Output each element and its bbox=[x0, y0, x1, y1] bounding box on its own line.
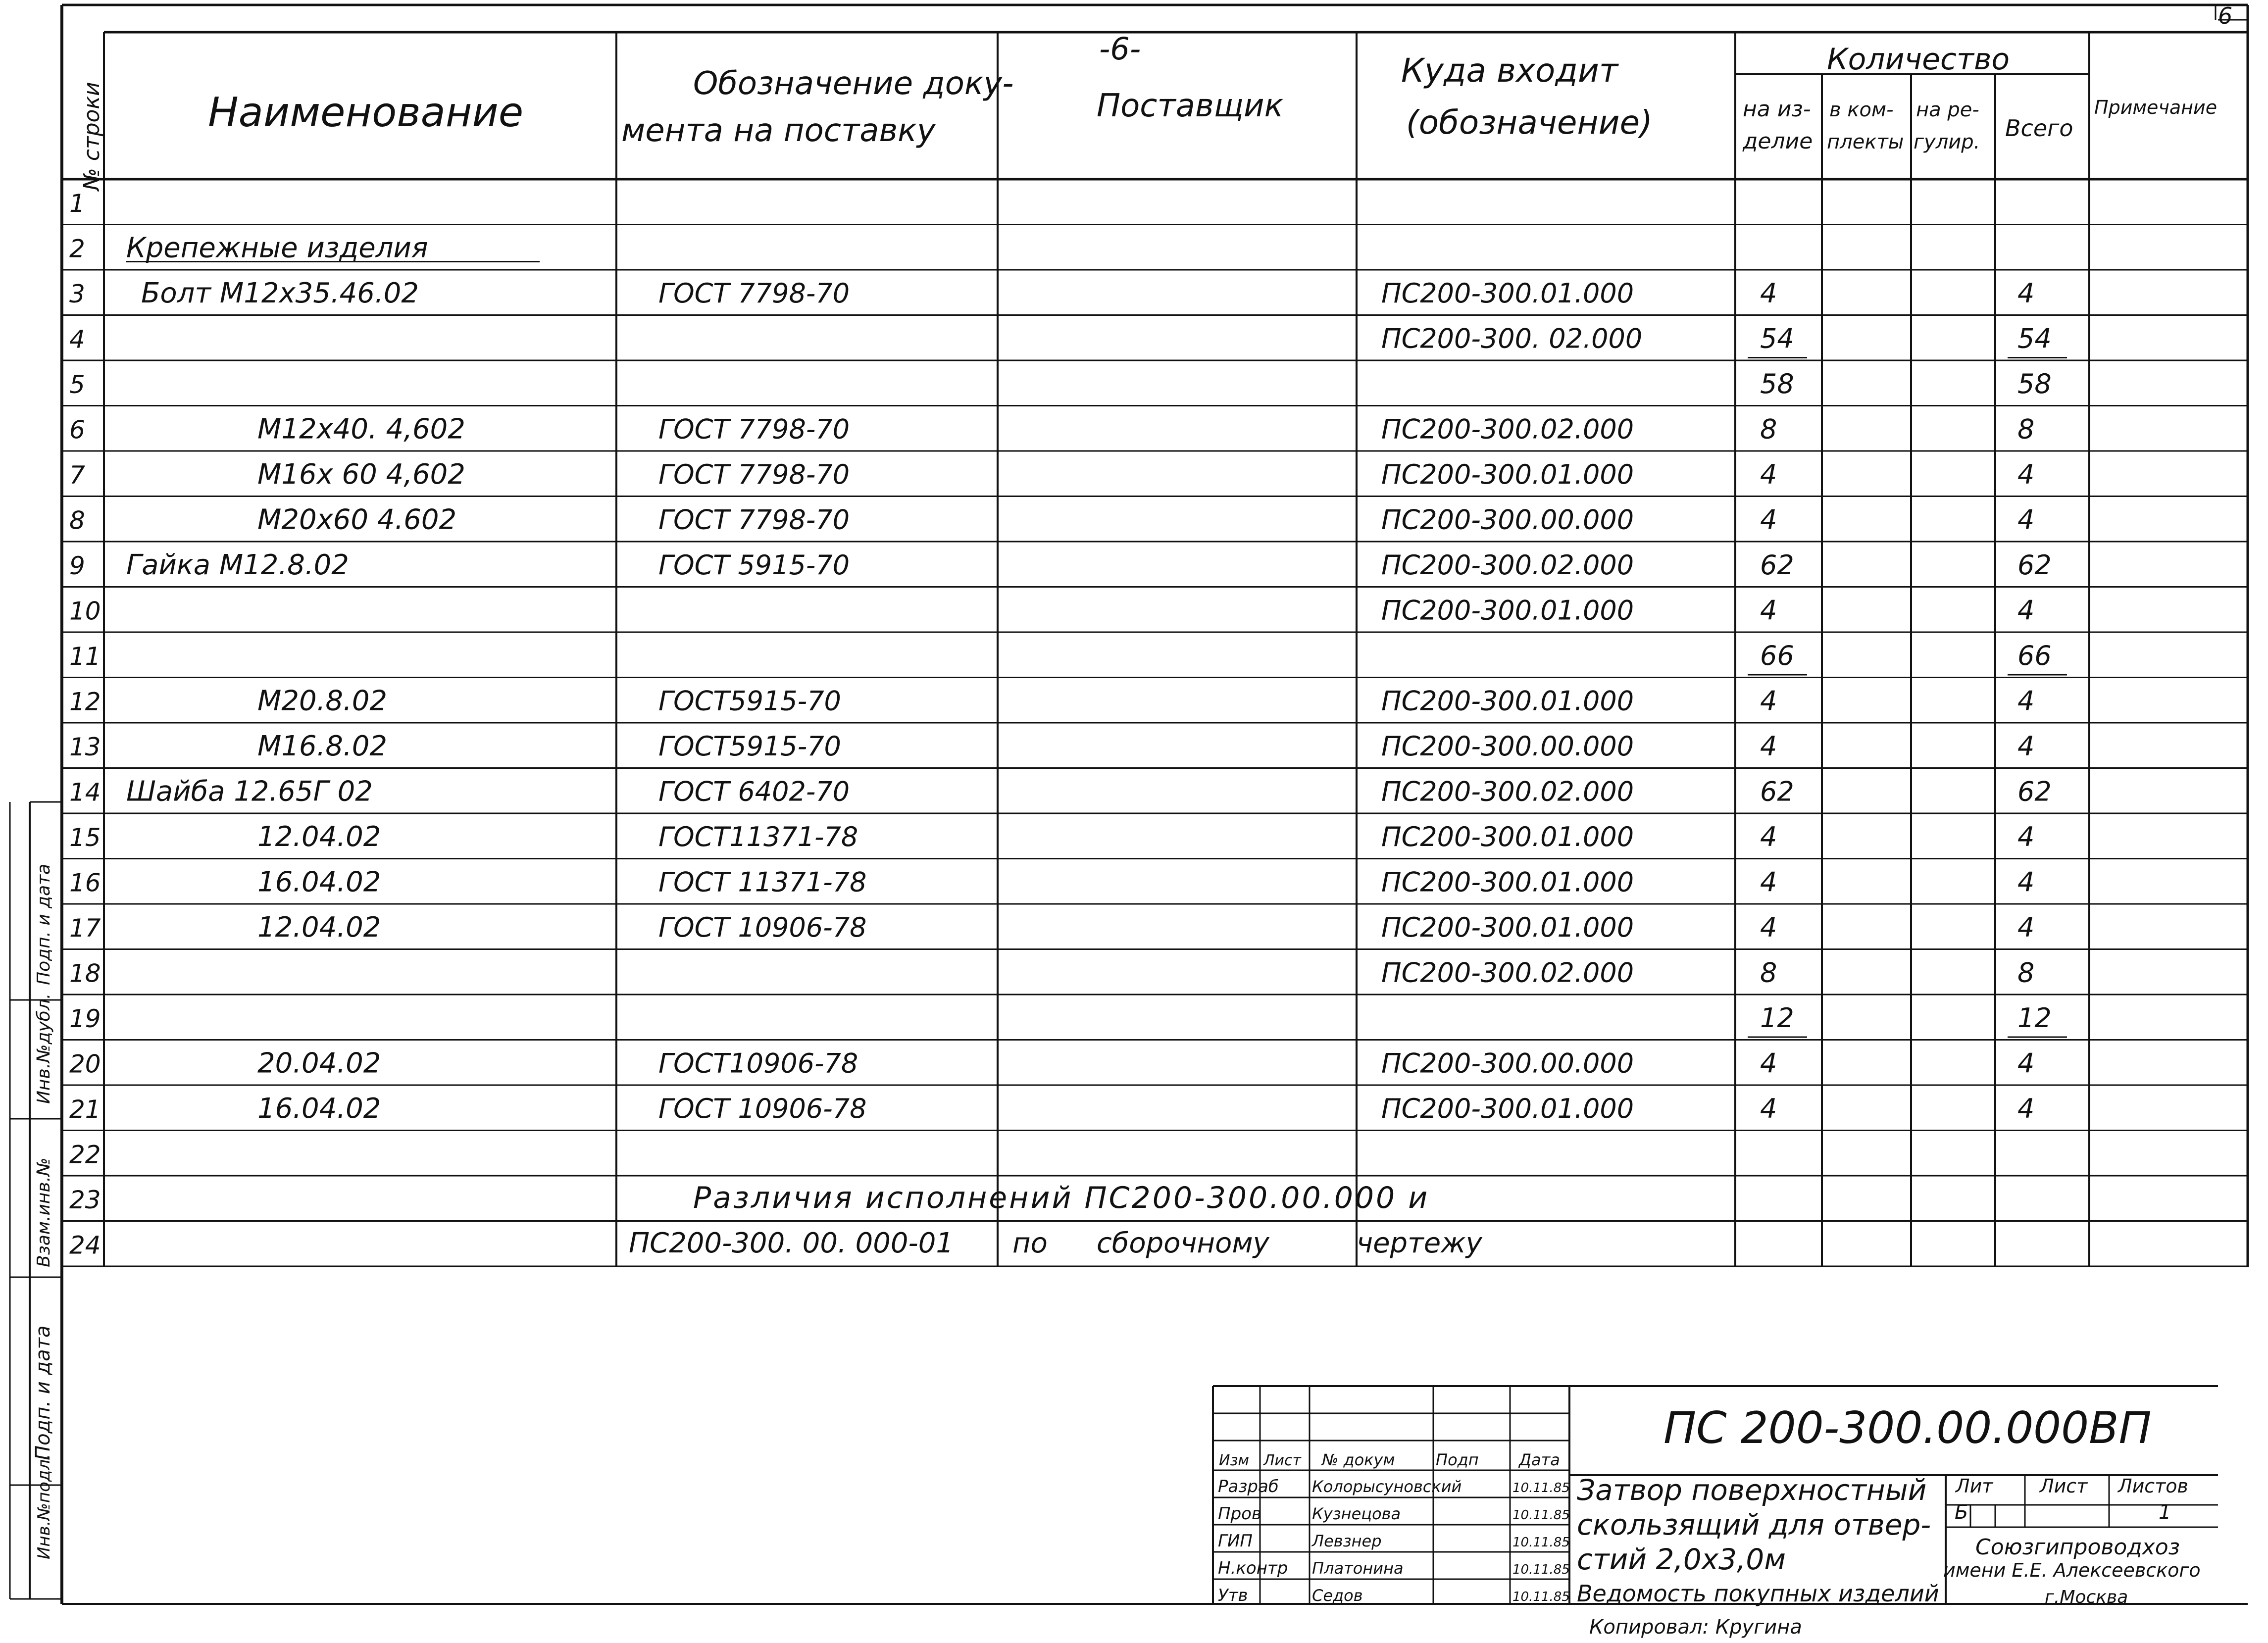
page-number: 6 bbox=[2218, 2, 2233, 29]
table-row bbox=[69, 1093, 2034, 1125]
table-row bbox=[69, 640, 2052, 671]
row-where: ПС200-300.00.000 bbox=[1381, 504, 1634, 536]
row-name: 16.04.02 bbox=[257, 1092, 381, 1125]
tb-date: 10.11.85 bbox=[1512, 1590, 1570, 1604]
row-name: М16х 60 4,602 bbox=[257, 458, 465, 491]
row-number: 19 bbox=[69, 1004, 101, 1033]
row-number: 17 bbox=[69, 913, 101, 943]
row-qty: 12 bbox=[1760, 1002, 1794, 1034]
row-where: ПС200-300.01.000 bbox=[1381, 458, 1634, 490]
header-q-kits-1: в ком- bbox=[1829, 99, 1894, 121]
tb-sheets-head: Листов bbox=[2118, 1475, 2188, 1497]
row-qty: 62 bbox=[1760, 549, 1794, 581]
table-row bbox=[69, 730, 2034, 762]
table-row bbox=[69, 1140, 101, 1169]
table-row bbox=[69, 821, 2034, 853]
title-designation: ПС 200-300.00.000ВП bbox=[1663, 1402, 2152, 1453]
row-name: 20.04.02 bbox=[257, 1047, 381, 1080]
tb-head-doc: № докум bbox=[1322, 1450, 1395, 1469]
row-total: 8 bbox=[2017, 413, 2035, 445]
row-number: 1 bbox=[69, 189, 85, 218]
table-row bbox=[69, 866, 2034, 898]
tb-role: Пров bbox=[1218, 1504, 1261, 1524]
row24-note-1: ПС200-300. 00. 000-01 bbox=[629, 1227, 954, 1259]
row-doc: ГОСТ 7798-70 bbox=[658, 277, 850, 309]
header-q-per-item-2: делие bbox=[1743, 129, 1813, 154]
row-name: Крепежные изделия bbox=[126, 232, 428, 264]
row-where: ПС200-300.02.000 bbox=[1381, 776, 1634, 807]
row-doc: ГОСТ5915-70 bbox=[658, 685, 841, 717]
table-row bbox=[69, 1047, 2034, 1079]
row-where: ПС200-300.01.000 bbox=[1381, 595, 1634, 626]
header-where-line2: (обозначение) bbox=[1406, 103, 1653, 142]
header-name: Наименование bbox=[208, 89, 524, 136]
row-name: Шайба 12.65Г 02 bbox=[126, 775, 373, 808]
table-row bbox=[69, 413, 2034, 445]
tb-date: 10.11.85 bbox=[1512, 1508, 1570, 1523]
row-doc: ГОСТ 7798-70 bbox=[658, 504, 850, 536]
row-number: 3 bbox=[69, 279, 85, 308]
row-where: ПС200-300.02.000 bbox=[1381, 413, 1634, 445]
row-doc: ГОСТ 7798-70 bbox=[658, 458, 850, 490]
row-total: 66 bbox=[2017, 640, 2052, 671]
header-q-total: Всего bbox=[2005, 115, 2073, 142]
row-name: 12.04.02 bbox=[257, 911, 381, 944]
tb-lit: Б bbox=[1955, 1501, 1968, 1524]
table-row bbox=[69, 1231, 101, 1259]
row-name: 12.04.02 bbox=[257, 820, 381, 853]
row-qty: 4 bbox=[1760, 458, 1777, 490]
tb-org-1: Союзгипроводхоз bbox=[1975, 1535, 2180, 1560]
tb-name: Левзнер bbox=[1312, 1532, 1382, 1550]
table-row bbox=[69, 189, 85, 218]
stamp-inv-dubl: Инв.№дубл. bbox=[34, 993, 54, 1104]
header-note: Примечание bbox=[2094, 97, 2218, 118]
tb-org-2: имени Е.Е. Алексеевского bbox=[1943, 1559, 2201, 1581]
table-row bbox=[69, 957, 2034, 988]
tb-head-data: Дата bbox=[1519, 1450, 1560, 1469]
row-total: 8 bbox=[2017, 957, 2035, 989]
table-row bbox=[69, 277, 2034, 309]
row-number: 8 bbox=[69, 506, 85, 535]
row-where: ПС200-300.01.000 bbox=[1381, 685, 1634, 717]
row-number: 5 bbox=[69, 370, 85, 399]
table-row bbox=[69, 549, 2052, 581]
tb-head-podp: Подп bbox=[1436, 1450, 1479, 1469]
row-name: 16.04.02 bbox=[257, 866, 381, 898]
tb-sheets: 1 bbox=[2159, 1501, 2171, 1524]
row-total: 4 bbox=[2017, 458, 2035, 490]
title-line-4: Ведомость покупных изделий bbox=[1577, 1580, 1939, 1607]
row-number: 18 bbox=[69, 959, 101, 988]
row-where: ПС200-300.01.000 bbox=[1381, 1093, 1634, 1124]
row-name: М20х60 4.602 bbox=[257, 503, 457, 536]
header-supplier: Поставщик bbox=[1097, 88, 1284, 124]
tb-role: Разраб bbox=[1218, 1477, 1279, 1496]
table-row bbox=[69, 368, 2052, 399]
header-quantity: Количество bbox=[1827, 42, 2010, 77]
row-total: 54 bbox=[2017, 323, 2052, 354]
tb-head-izm: Изм bbox=[1219, 1452, 1250, 1469]
tb-lit-head: Лит bbox=[1956, 1475, 1993, 1497]
row-where: ПС200-300.02.000 bbox=[1381, 957, 1634, 989]
table-row bbox=[69, 232, 428, 264]
row-number: 20 bbox=[69, 1049, 101, 1079]
row-number: 7 bbox=[69, 460, 85, 490]
row-qty: 4 bbox=[1760, 1047, 1777, 1079]
row-number: 16 bbox=[69, 868, 101, 897]
table-row bbox=[69, 503, 2034, 536]
tb-role: Н.контр bbox=[1218, 1558, 1288, 1578]
row-number: 12 bbox=[69, 687, 101, 716]
row-total: 4 bbox=[2017, 1047, 2035, 1079]
row-total: 4 bbox=[2017, 504, 2035, 536]
row-qty: 4 bbox=[1760, 1093, 1777, 1124]
row-where: ПС200-300.00.000 bbox=[1381, 1047, 1634, 1079]
row-number: 10 bbox=[69, 597, 101, 626]
tb-org-3: г.Москва bbox=[2045, 1587, 2128, 1607]
row-where: ПС200-300.01.000 bbox=[1381, 911, 1634, 943]
row-number: 23 bbox=[69, 1185, 101, 1214]
row-total: 4 bbox=[2017, 595, 2035, 626]
row-total: 4 bbox=[2017, 730, 2035, 762]
row-total: 4 bbox=[2017, 1093, 2035, 1124]
table-row bbox=[69, 323, 2052, 354]
row24-note-4: чертежу bbox=[1357, 1227, 1482, 1259]
header-q-per-item-1: на из- bbox=[1743, 97, 1811, 122]
row-qty: 4 bbox=[1760, 685, 1777, 717]
header-row-no: № строки bbox=[79, 82, 104, 191]
row-where: ПС200-300. 02.000 bbox=[1381, 323, 1643, 354]
row-doc: ГОСТ5915-70 bbox=[658, 730, 841, 762]
page-header: -6- bbox=[1099, 31, 1141, 67]
table-row bbox=[69, 1002, 2052, 1034]
row-name: М16.8.02 bbox=[257, 730, 388, 762]
tb-date: 10.11.85 bbox=[1512, 1562, 1570, 1577]
tb-role: ГИП bbox=[1218, 1531, 1253, 1551]
title-line-1: Затвор поверхностный bbox=[1577, 1473, 1927, 1507]
table-row bbox=[69, 775, 2052, 807]
row-name: М12х40. 4,602 bbox=[257, 413, 465, 446]
row-number: 6 bbox=[69, 415, 85, 445]
tb-name: Платонина bbox=[1312, 1559, 1404, 1578]
tb-sheet-head: Лист bbox=[2040, 1475, 2088, 1497]
row-total: 4 bbox=[2017, 911, 2035, 943]
tb-name: Колорысуновский bbox=[1312, 1477, 1462, 1496]
table-row bbox=[69, 911, 2034, 944]
stamp-podp-data-2: Подп. и дата bbox=[34, 863, 54, 985]
row-total: 58 bbox=[2017, 368, 2052, 399]
row-qty: 66 bbox=[1760, 640, 1794, 671]
header-q-adjust-1: на ре- bbox=[1916, 99, 1979, 121]
row-number: 14 bbox=[69, 778, 101, 807]
row-qty: 4 bbox=[1760, 730, 1777, 762]
row-doc: ГОСТ 6402-70 bbox=[658, 776, 850, 807]
header-where-line1: Куда входит bbox=[1401, 51, 1618, 90]
tb-name: Кузнецова bbox=[1312, 1504, 1401, 1523]
row23-note: Различия исполнений ПС200-300.00.000 и bbox=[693, 1181, 1430, 1215]
header-doc-line1: Обозначение доку- bbox=[693, 65, 1014, 102]
row24-note-3: сборочному bbox=[1097, 1227, 1269, 1259]
row-number: 22 bbox=[69, 1140, 101, 1169]
row-qty: 8 bbox=[1760, 957, 1777, 989]
row-doc: ГОСТ11371-78 bbox=[658, 821, 858, 852]
row-number: 11 bbox=[69, 642, 101, 671]
row-name: М20.8.02 bbox=[257, 685, 388, 717]
row-qty: 58 bbox=[1760, 368, 1794, 399]
tb-date: 10.11.85 bbox=[1512, 1481, 1570, 1495]
row24-note-2: по bbox=[1012, 1227, 1048, 1259]
row-number: 24 bbox=[69, 1231, 101, 1260]
header-doc-line2: мента на поставку bbox=[621, 112, 936, 149]
row-doc: ГОСТ 11371-78 bbox=[658, 866, 867, 898]
row-total: 4 bbox=[2017, 277, 2035, 309]
stamp-vzam-inv: Взам.инв.№ bbox=[34, 1157, 54, 1267]
row-qty: 4 bbox=[1760, 277, 1777, 309]
title-line-2: скользящий для отвер- bbox=[1577, 1508, 1931, 1542]
row-total: 4 bbox=[2017, 685, 2035, 717]
row-doc: ГОСТ 10906-78 bbox=[658, 911, 867, 943]
row-name: Болт М12х35.46.02 bbox=[141, 277, 419, 309]
row-number: 21 bbox=[69, 1095, 101, 1124]
table-row bbox=[69, 1186, 101, 1214]
row-qty: 8 bbox=[1760, 413, 1777, 445]
stamp-podp-data-1: Подп. и дата bbox=[32, 1325, 54, 1460]
row-qty: 4 bbox=[1760, 866, 1777, 898]
row-qty: 62 bbox=[1760, 776, 1794, 807]
row-doc: ГОСТ 10906-78 bbox=[658, 1093, 867, 1124]
row-doc: ГОСТ 5915-70 bbox=[658, 549, 850, 581]
row-name: Гайка М12.8.02 bbox=[126, 548, 349, 581]
row-number: 4 bbox=[69, 325, 85, 354]
row-number: 15 bbox=[69, 823, 101, 852]
row-total: 4 bbox=[2017, 866, 2035, 898]
row-qty: 4 bbox=[1760, 821, 1777, 852]
stamp-inv-podl: Инв.№подл. bbox=[34, 1454, 54, 1559]
table-row bbox=[69, 458, 2034, 491]
tb-head-list: Лист bbox=[1263, 1452, 1302, 1469]
tb-role: Утв bbox=[1218, 1586, 1248, 1605]
table-row bbox=[69, 595, 2034, 626]
row-number: 2 bbox=[69, 234, 85, 263]
row-where: ПС200-300.01.000 bbox=[1381, 277, 1634, 309]
tb-date: 10.11.85 bbox=[1512, 1535, 1570, 1550]
row-qty: 4 bbox=[1760, 504, 1777, 536]
row-qty: 4 bbox=[1760, 595, 1777, 626]
header-q-adjust-2: гулир. bbox=[1914, 131, 1980, 153]
row-doc: ГОСТ 7798-70 bbox=[658, 413, 850, 445]
row-doc: ГОСТ10906-78 bbox=[658, 1047, 858, 1079]
copied-by: Копировал: Кругина bbox=[1589, 1616, 1802, 1639]
row-number: 9 bbox=[69, 551, 85, 580]
table-row bbox=[69, 685, 2034, 717]
row-number: 13 bbox=[69, 732, 101, 761]
row-where: ПС200-300.01.000 bbox=[1381, 821, 1634, 852]
row-where: ПС200-300.00.000 bbox=[1381, 730, 1634, 762]
row-total: 12 bbox=[2017, 1002, 2052, 1034]
row-total: 62 bbox=[2017, 549, 2052, 581]
title-line-3: стий 2,0х3,0м bbox=[1577, 1543, 1786, 1576]
row-qty: 54 bbox=[1760, 323, 1794, 354]
row-total: 4 bbox=[2017, 821, 2035, 852]
row-qty: 4 bbox=[1760, 911, 1777, 943]
tb-name: Седов bbox=[1312, 1586, 1363, 1605]
row-total: 62 bbox=[2017, 776, 2052, 807]
row-where: ПС200-300.01.000 bbox=[1381, 866, 1634, 898]
row-where: ПС200-300.02.000 bbox=[1381, 549, 1634, 581]
header-q-kits-2: плекты bbox=[1827, 131, 1904, 153]
